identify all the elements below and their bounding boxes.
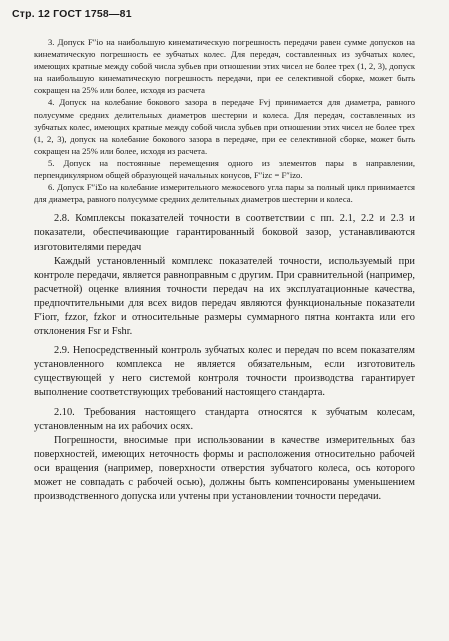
note-paragraph: 6. Допуск F″iΣo на колебание измерительного межосевого угла пары за полный цикл принимается для диаметра, равного полусумме средних делительных диаметров шестерни и колеса. — [34, 182, 415, 205]
body-paragraph: Каждый установленный комплекс показателей точности, используемый при контроле передачи, является равноправным с другим. При сравнительной (например, расчетной) оценке влияния точности передач на их эксплуатационные качества, предпочтительными для всех видов передач являются функциональные показатели F′iorr, fzzor, fzkor и относительные размеры суммарного пятна контакта или его отклонения Fsr и Fshr. — [34, 255, 415, 338]
main-text-block — [34, 212, 415, 504]
clause-2-8: 2.8. Комплексы показателей точности в соответствии с пп. 2.1, 2.2 и 2.3 и показатели, обеспечивающие гарантированный боковой зазор, устанавливаются изготовителями передач — [34, 213, 415, 253]
note-paragraph: 5. Допуск на постоянные перемещения одного из элементов пары в направлении, перпендикулярном общей образующей начальных конусов, F″izc = F″izo. — [34, 157, 415, 181]
body-paragraph: Погрешности, вносимые при использовании в качестве измерительных баз поверхностей, имеющих неточность формы и расположения относительно рабочей оси вращения (например, поверхности отверстия зубчатого колеса, ось которого может не совпадать с рабочей осью), должны быть компенсированы уменьшением производственного допуска или учтены при установлении точности передачи. — [34, 434, 415, 503]
clause-2-9: 2.9. Непосредственный контроль зубчатых колес и передач по всем показателям установленного комплекса не является обязательным, если изготовитель существующей у него системой контроля точности производства гарантирует выполнение соответствующих требований настоящего стандарта. — [34, 345, 415, 399]
notes-block — [34, 36, 415, 205]
note-paragraph: 3. Допуск F″io на наибольшую кинематическую погрешность передачи равен сумме допусков на кинематическую погрешность ее зубчатых колес. Для передач, составленных из зубчатых колес, имеющих кратные между собой числа зубьев при отношении этих чисел не более трех (1, 2, 3), допуск на наибольшую кинематическую погрешность передачи, при ее селективной сборке, может быть сокращен на 25% или более, исходя из расчета — [34, 37, 415, 96]
page-header: Стр. 12 ГОСТ 1758—81 — [12, 8, 132, 20]
note-paragraph: 4. Допуск на колебание бокового зазора в передаче Fvj принимается для диаметра, равного полусумме средних делительных диаметров шестерни и колеса. Для передач, составленных из зубчатых колес, имеющих кратные между собой числа зубьев при отношении этих чисел не более трех (1, 2, 3), допуск на колебание бокового зазора в передаче, при ее селективной сборке, может быть сокращен на 25% или более, исходя из расчета. — [34, 97, 415, 156]
clause-2-10: 2.10. Требования настоящего стандарта относятся к зубчатым колесам, установленным на их рабочих осях. — [34, 406, 415, 432]
